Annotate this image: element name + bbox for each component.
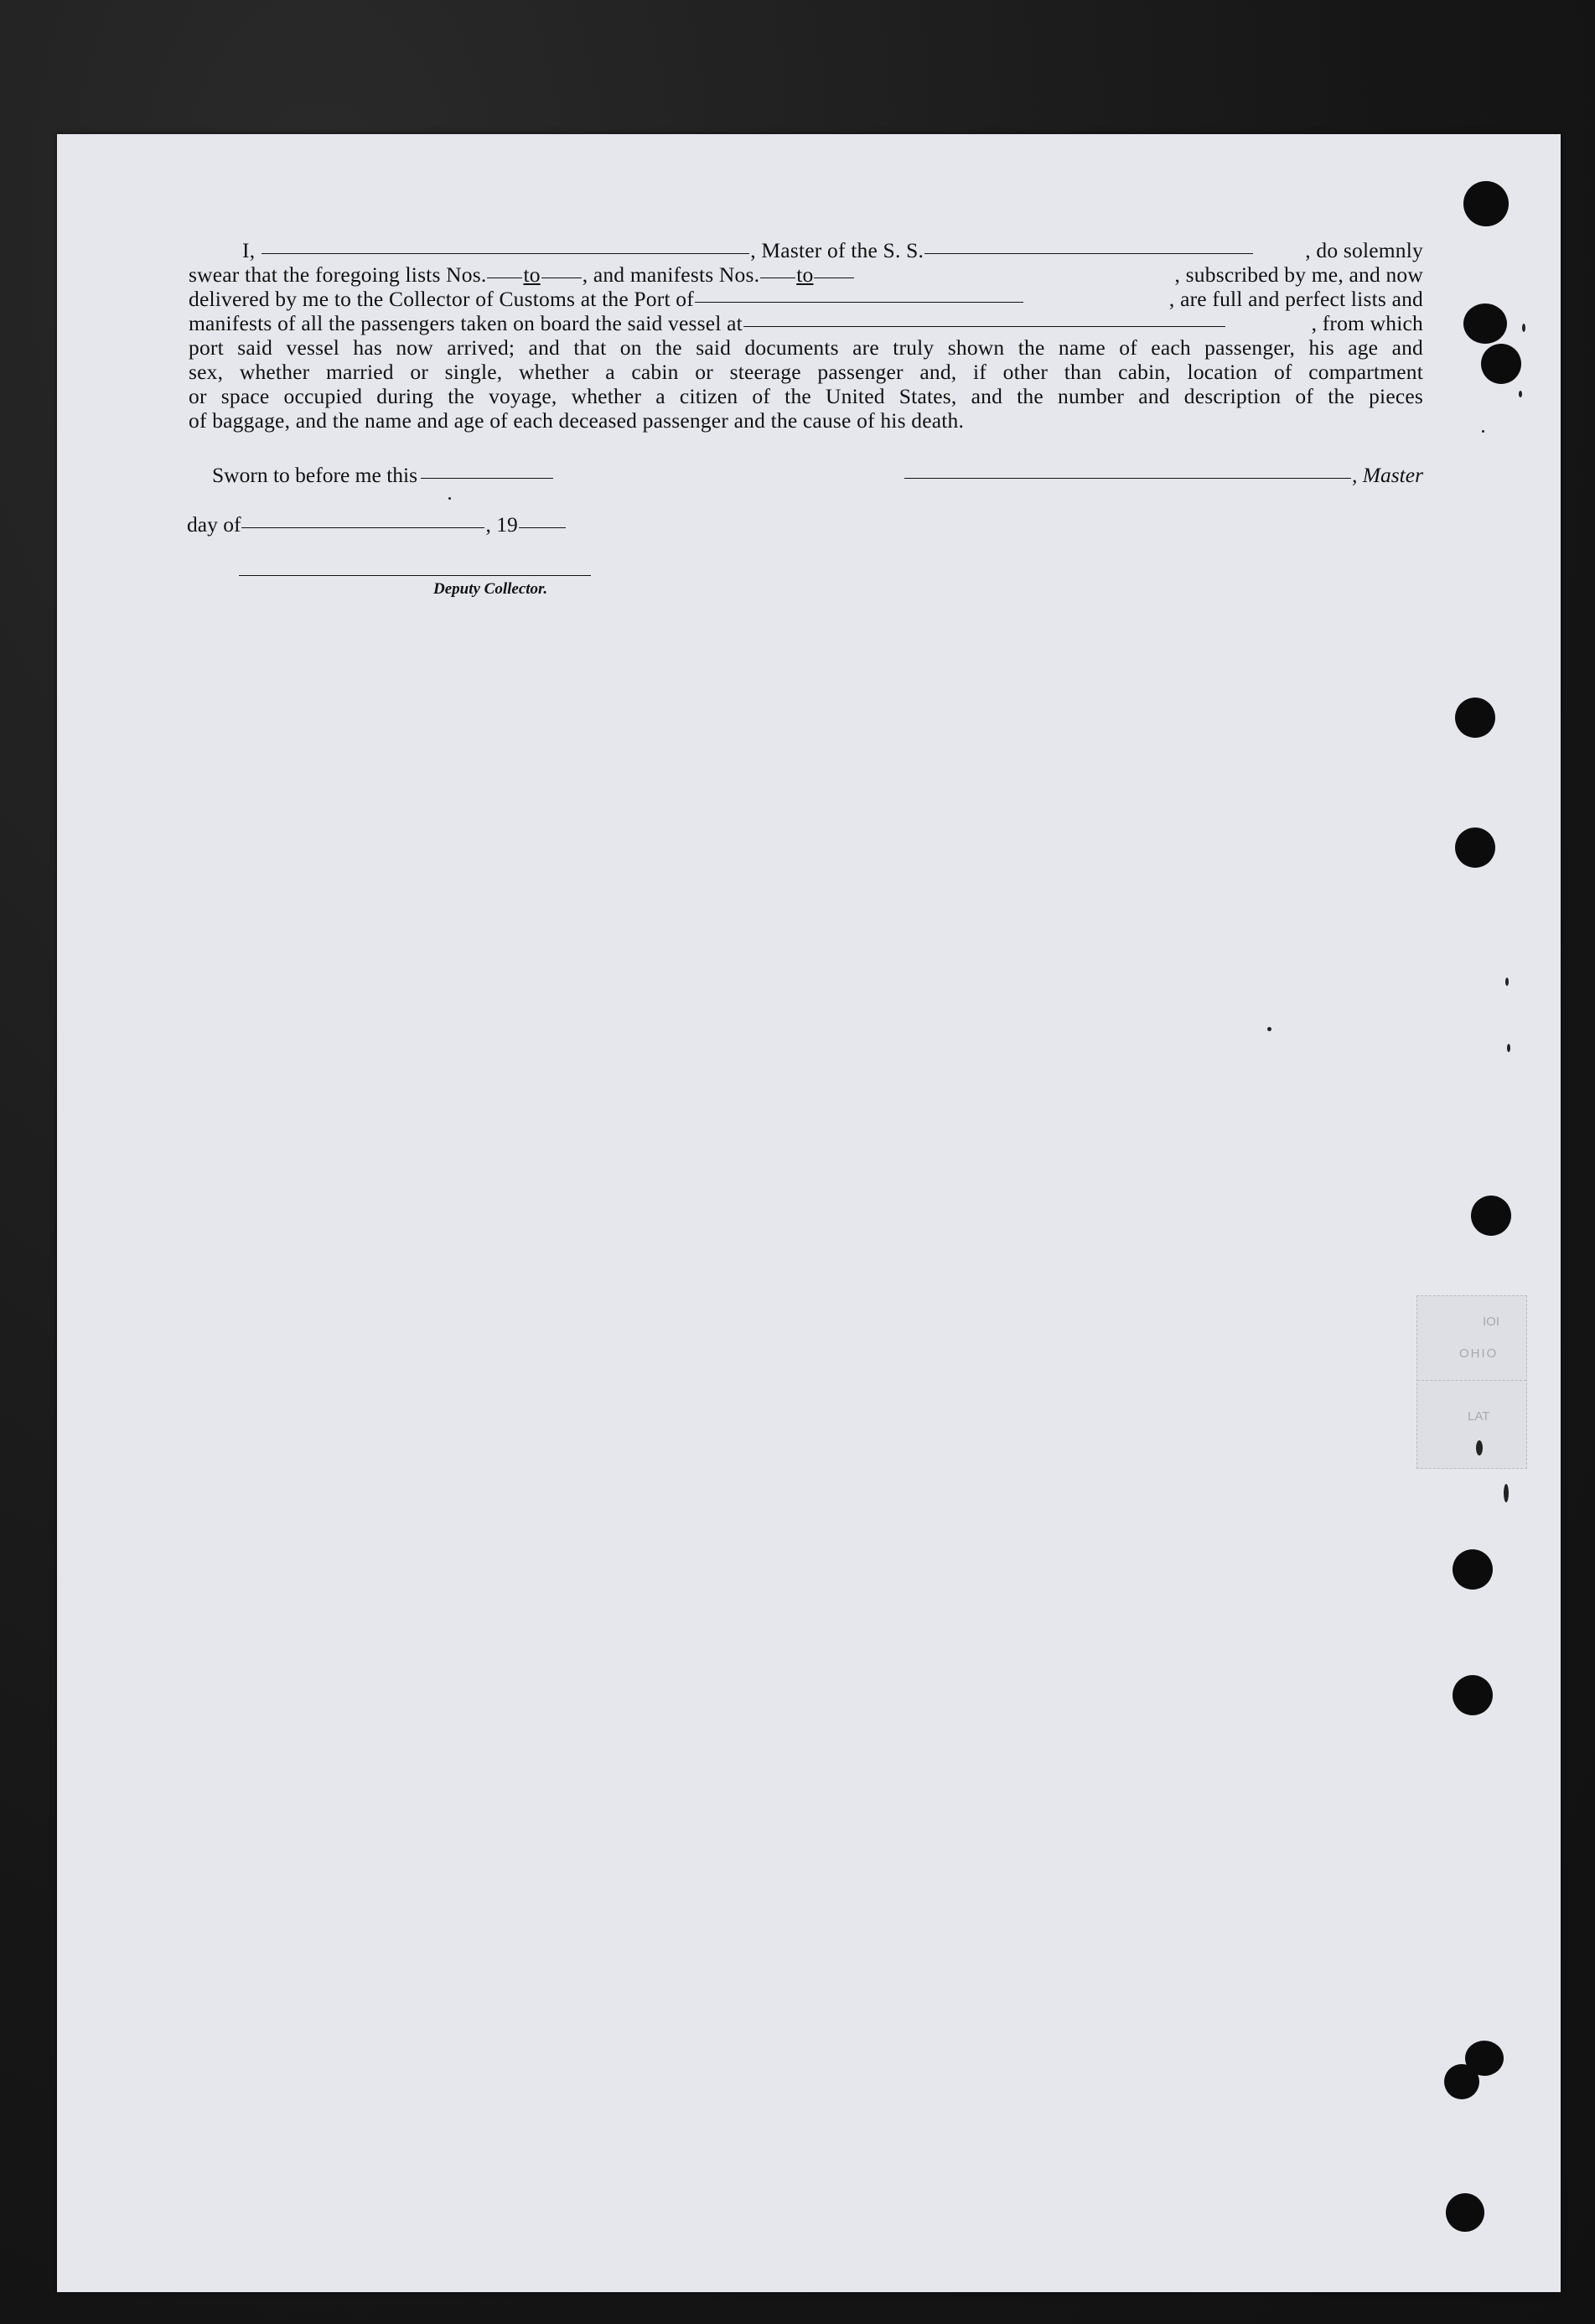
speck — [1482, 430, 1484, 433]
oath-subscribed-text: , subscribed by me, and now — [1174, 262, 1423, 287]
oath-i-text: I, — [242, 238, 256, 262]
oath-delivered-text: delivered by me to the Collector of Customs at the Port of — [189, 287, 694, 311]
speck — [1507, 1044, 1510, 1052]
manifest-back-page — [57, 134, 1561, 2292]
speck — [1504, 1484, 1509, 1502]
oath-line-8: of baggage, and the name and age of each deceased passenger and the cause of his death. — [189, 408, 965, 433]
master-signature-line — [904, 463, 1423, 488]
punch-hole-6 — [1471, 1196, 1511, 1236]
sworn-line — [212, 463, 554, 488]
punch-hole-11 — [1446, 2193, 1484, 2232]
speck — [448, 497, 451, 500]
month-field[interactable] — [241, 527, 484, 528]
master-name-field[interactable] — [262, 253, 749, 254]
speck — [1522, 324, 1525, 332]
stamp-divider — [1417, 1380, 1526, 1381]
punch-hole-10 — [1444, 2064, 1479, 2099]
oath-line-1 — [189, 238, 1423, 262]
oath-line-6: sex, whether married or single, whether a cabin or steerage passenger and, if other than cabin, location of compartment — [189, 360, 1423, 384]
oath-to-text-2: to — [796, 262, 814, 287]
oath-from-which-text: , from which — [1311, 311, 1423, 335]
punch-hole-7 — [1453, 1549, 1493, 1590]
deputy-collector-label: Deputy Collector. — [433, 580, 548, 598]
year-prefix-label: , 19 — [485, 512, 518, 537]
year-field[interactable] — [519, 527, 566, 528]
oath-manifests-all-text: manifests of all the passengers taken on board the said vessel at — [189, 311, 743, 335]
oath-line-2 — [189, 262, 1423, 287]
punch-hole-4 — [1455, 698, 1495, 738]
port-field[interactable] — [695, 302, 1023, 303]
ship-name-field[interactable] — [924, 253, 1253, 254]
punch-hole-3 — [1481, 344, 1521, 384]
faint-stamp — [1416, 1295, 1527, 1469]
day-of-line — [187, 512, 567, 537]
oath-paragraph — [189, 238, 1423, 433]
departure-port-field[interactable] — [743, 326, 1225, 327]
oath-master-of-ss-text: , Master of the S. S. — [750, 238, 924, 262]
oath-line-4 — [189, 311, 1423, 335]
master-label: , Master — [1352, 463, 1423, 487]
deputy-collector-signature-field[interactable] — [239, 575, 591, 576]
stamp-text-2: OHIO — [1459, 1346, 1499, 1361]
stamp-text-3: LAT — [1468, 1409, 1490, 1424]
speck — [1267, 1027, 1271, 1031]
master-signature-field[interactable] — [904, 478, 1351, 479]
oath-to-text-1: to — [523, 262, 541, 287]
oath-line-5: port said vessel has now arrived; and that on the said documents are truly shown the name of each passenger, his age and — [189, 335, 1423, 360]
oath-lists-nos-text: swear that the foregoing lists Nos. — [189, 262, 487, 287]
sworn-label: Sworn to before me this — [212, 463, 418, 487]
punch-hole-5 — [1455, 827, 1495, 868]
speck — [1519, 391, 1522, 397]
oath-line-7: or space occupied during the voyage, whether a citizen of the United States, and the number and description of the pieces — [189, 384, 1423, 408]
speck — [1505, 978, 1509, 986]
day-of-label: day of — [187, 512, 241, 537]
punch-hole-1 — [1463, 181, 1509, 226]
speck — [1476, 1440, 1483, 1455]
punch-hole-8 — [1453, 1675, 1493, 1715]
oath-manifests-nos-text: , and manifests Nos. — [582, 262, 760, 287]
oath-do-solemnly-text: , do solemnly — [1305, 238, 1423, 262]
punch-hole-2 — [1463, 303, 1507, 344]
stamp-text-1: IOI — [1483, 1315, 1500, 1329]
oath-full-perfect-text: , are full and perfect lists and — [1168, 287, 1423, 311]
sworn-date-field[interactable] — [421, 478, 553, 479]
oath-line-3 — [189, 287, 1423, 311]
